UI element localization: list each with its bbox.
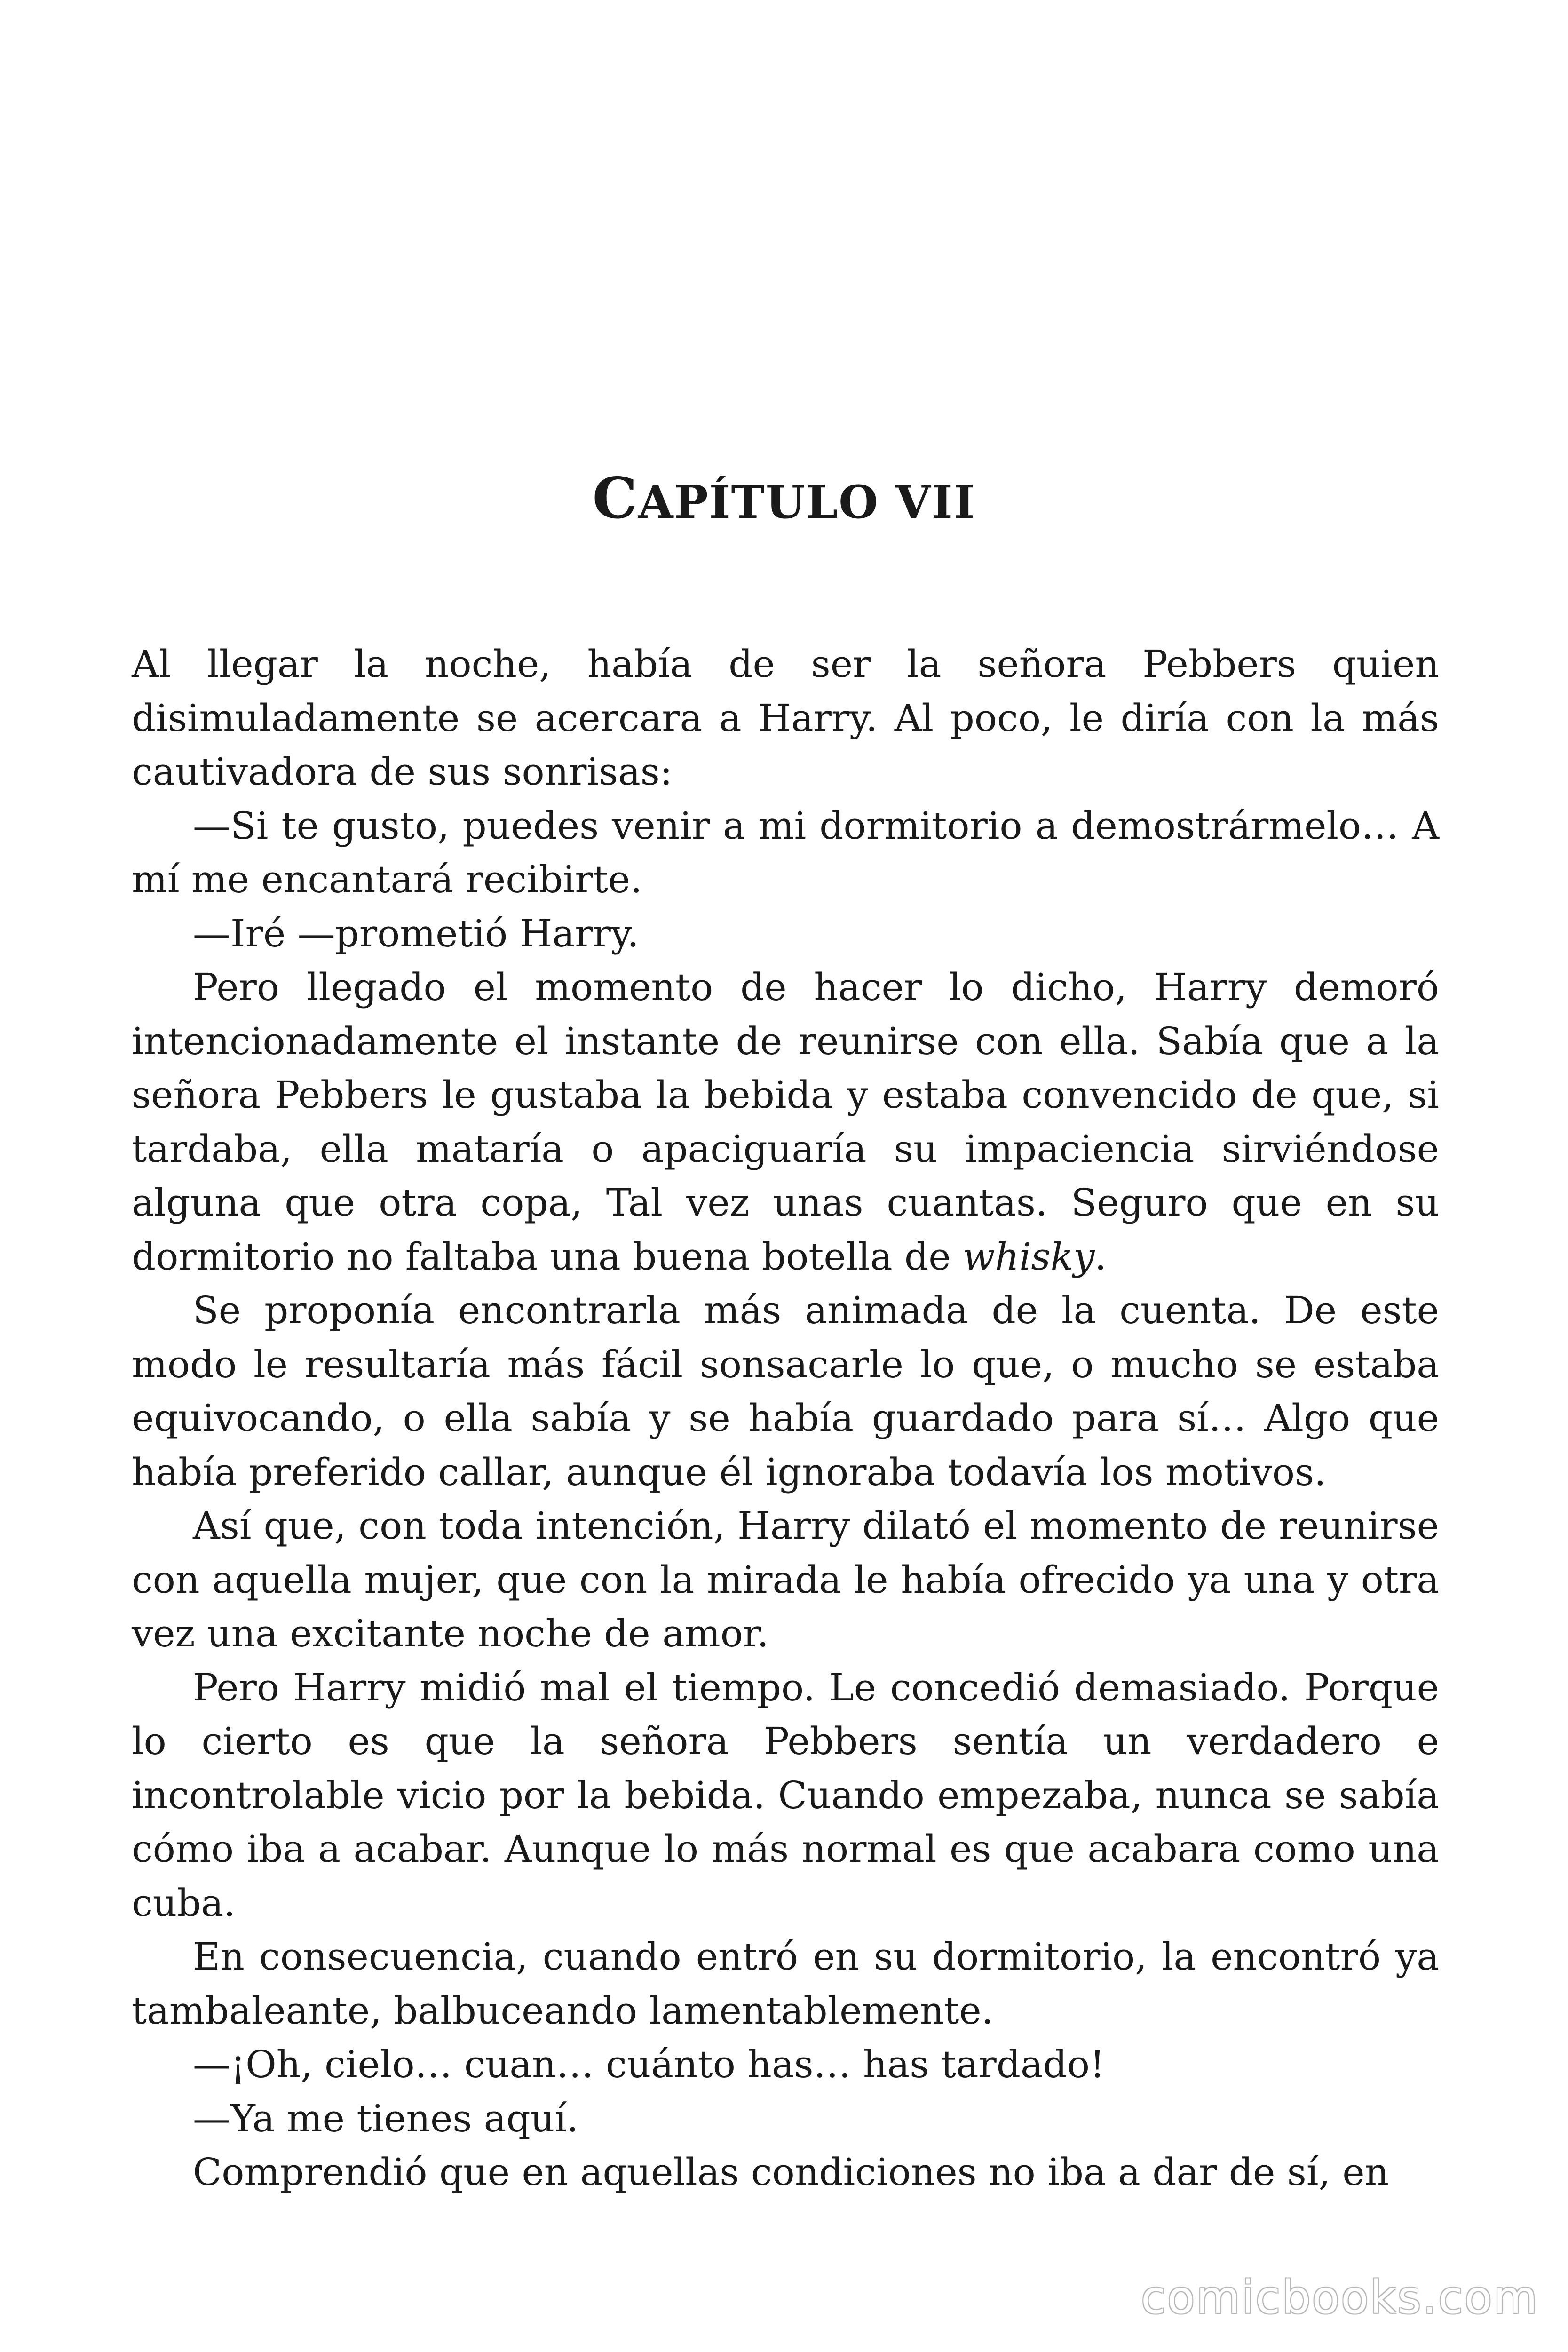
italic-word: whisky	[963, 1234, 1095, 1279]
paragraph-text: .	[1094, 1234, 1107, 1279]
watermark: comicbooks.com	[1140, 2271, 1539, 2324]
paragraph: Así que, con toda intención, Harry dilató el momento de reunirse con aquella mujer, que con la mirada le había ofrecido ya una y otra vez una excitante noche de amor.	[132, 1504, 1439, 1655]
paragraph: —¡Oh, cielo… cuan… cuánto has… has tardado!	[193, 2042, 1105, 2086]
paragraph: —Si te gusto, puedes venir a mi dormitorio a demostrármelo… A mí me encantará recibirte.	[132, 803, 1439, 901]
chapter-title	[0, 463, 1568, 538]
paragraph: Al llegar la noche, había de ser la señora Pebbers quien disimuladamente se acercara a Harry. Al poco, le diría con la más cautivadora de sus sonrisas:	[132, 642, 1439, 794]
paragraph: Pero Harry midió mal el tiempo. Le concedió demasiado. Porque lo cierto es que la señora Pebbers sentía un verdadero e incontrolable vicio por la bebida. Cuando empezaba, nunca se sabía cómo iba a acabar. Aunque lo más normal es que acabara como una cuba.	[132, 1665, 1439, 1925]
chapter-title-initial: C	[592, 465, 638, 532]
paragraph: Se proponía encontrarla más animada de la cuenta. De este modo le resultaría más fácil sonsacarle lo que, o mucho se estaba equivocando, o ella sabía y se había guardado para sí… Algo que había preferido callar, aunque él ignoraba todavía los motivos.	[132, 1288, 1439, 1494]
chapter-title-rest: APÍTULO VII	[638, 476, 976, 529]
paragraph-text: Pero llegado el momento de hacer lo dicho, Harry demoró intencionadamente el instante de reunirse con ella. Sabía que a la señora Pebbers le gustaba la bebida y estaba convencido de que, si tardaba, ella mataría o apaciguaría su impaciencia sirviéndose alguna que otra copa, Tal vez unas cuantas. Seguro que en su dormitorio no faltaba una buena botella de	[132, 965, 1439, 1279]
paragraph	[132, 961, 1439, 1284]
paragraph: En consecuencia, cuando entró en su dormitorio, la encontró ya tambaleante, balbuceando lamentablemente.	[132, 1935, 1439, 2033]
paragraph: Comprendió que en aquellas condiciones no iba a dar de sí, en	[193, 2150, 1389, 2194]
chapter-body	[132, 637, 1439, 2200]
paragraph: —Iré —prometió Harry.	[193, 911, 639, 955]
paragraph: —Ya me tienes aquí.	[193, 2096, 579, 2140]
